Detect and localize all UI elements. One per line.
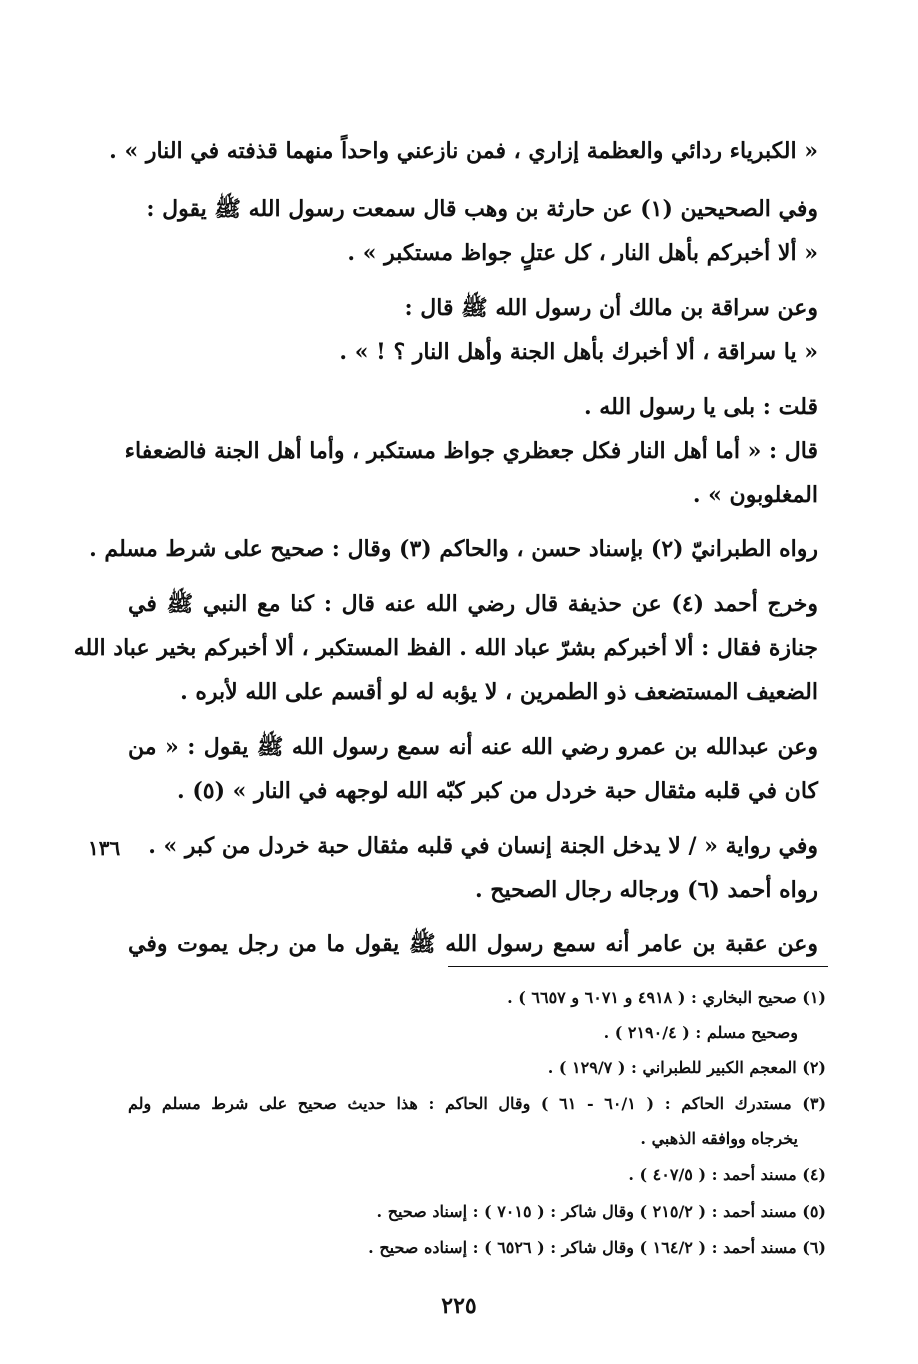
body-line-15: وفي رواية « / لا يدخل الجنة إنسان في قلبه مثقال حبة خردل من كبر » . xyxy=(148,833,818,859)
body-line-16: رواه أحمد (٦) ورجاله رجال الصحيح . xyxy=(474,877,818,903)
body-line-4: وعن سراقة بن مالك أن رسول الله ﷺ قال : xyxy=(404,295,818,321)
body-line-14: كان في قلبه مثقال حبة خردل من كبر كبّه الله لوجهه في النار » (٥) . xyxy=(177,778,818,804)
footnote-5: (٥) مسند أحمد : ( ٢١٥/٢ ) وقال شاكر : ( ٧٠١٥ ) : إسناد صحيح . xyxy=(376,1202,826,1221)
body-line-8: المغلوبون » . xyxy=(692,482,818,508)
page-number: ٢٢٥ xyxy=(441,1293,477,1319)
body-line-12: الضعيف المستضعف ذو الطمرين ، لا يؤبه له لو أقسم على الله لأبره . xyxy=(180,679,818,705)
body-line-13: وعن عبدالله بن عمرو رضي الله عنه أنه سمع رسول الله ﷺ يقول : « من xyxy=(128,734,818,760)
footnote-3-cont: يخرجاه ووافقه الذهبي . xyxy=(640,1129,798,1148)
body-line-10: وخرج أحمد (٤) عن حذيفة قال رضي الله عنه قال : كنا مع النبي ﷺ في xyxy=(128,591,818,617)
body-line-6: قلت : بلى يا رسول الله . xyxy=(583,394,818,420)
footnote-1-cont: وصحيح مسلم : ( ٢١٩٠/٤ ) . xyxy=(603,1023,798,1042)
body-line-5: « يا سراقة ، ألا أخبرك بأهل الجنة وأهل النار ؟ ! » . xyxy=(339,339,818,365)
footnote-2: (٢) المعجم الكبير للطبراني : ( ١٢٩/٧ ) . xyxy=(547,1058,826,1077)
body-line-2: وفي الصحيحين (١) عن حارثة بن وهب قال سمعت رسول الله ﷺ يقول : xyxy=(146,196,818,222)
body-line-11: جنازة فقال : ألا أخبركم بشرّ عباد الله . الفظ المستكبر ، ألا أخبركم بخير عباد الله xyxy=(73,635,818,661)
body-line-17: وعن عقبة بن عامر أنه سمع رسول الله ﷺ يقول ما من رجل يموت وفي xyxy=(128,931,818,957)
footnote-3: (٣) مستدرك الحاكم : ( ٦٠/١ - ٦١ ) وقال الحاكم : هذا حديث صحيح على شرط مسلم ولم xyxy=(128,1094,827,1113)
footnote-6: (٦) مسند أحمد : ( ١٦٤/٢ ) وقال شاكر : ( ٦٥٢٦ ) : إسناده صحيح . xyxy=(368,1238,826,1257)
footnote-separator xyxy=(448,966,828,967)
body-line-9: رواه الطبرانيّ (٢) بإسناد حسن ، والحاكم (٣) وقال : صحيح على شرط مسلم . xyxy=(89,536,818,562)
margin-page-marker: ١٣٦ xyxy=(88,836,121,860)
body-line-7: قال : « أما أهل النار فكل جعظري جواظ مستكبر ، وأما أهل الجنة فالضعفاء xyxy=(124,438,818,464)
body-line-3: « ألا أخبركم بأهل النار ، كل عتلٍ جواظ مستكبر » . xyxy=(347,240,818,266)
footnote-1: (١) صحيح البخاري : ( ٤٩١٨ و ٦٠٧١ و ٦٦٥٧ ) . xyxy=(507,988,826,1007)
body-line-1: « الكبرياء ردائي والعظمة إزاري ، فمن نازعني واحداً منهما قذفته في النار » . xyxy=(109,138,818,164)
footnote-4: (٤) مسند أحمد : ( ٤٠٧/٥ ) . xyxy=(628,1165,826,1184)
